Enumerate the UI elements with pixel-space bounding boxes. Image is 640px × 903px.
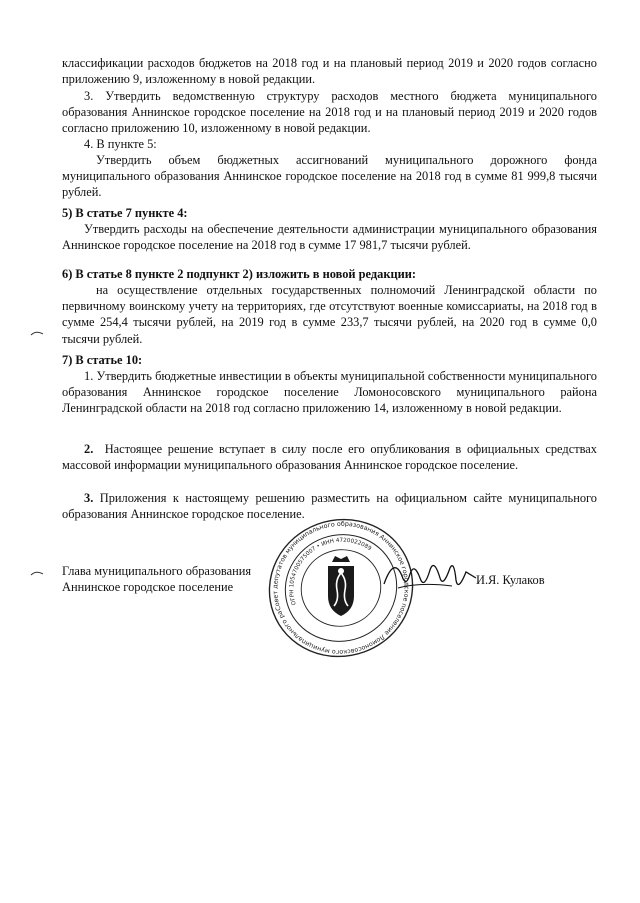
paragraph-military-registration: на осуществление отдельных государственных полномочий Ленинградской области по первичному воинскому учету на территориях, где отсутствуют военные комиссариаты, на 2018 год в сумме 254,4 тысячи рублей, на 2019 год в сумме 233,7 тысячи рублей, на 2020 год в сумме 0,0 тысячи рублей. — [62, 283, 597, 346]
coat-of-arms-icon — [328, 556, 354, 616]
handwritten-signature-icon — [380, 548, 480, 598]
paragraph-road-fund: Утвердить объем бюджетных ассигнований муниципального дорожного фонда муниципального образования Аннинское городское поселение на 2018 год в сумме 81 999,8 тысячи рублей. — [62, 153, 597, 200]
seal-inner-text: ОГРН 1054700575007 • ИНН 4720022089 — [289, 537, 373, 606]
item-text: Приложения к настоящему решению разместить на официальном сайте муниципального образования Аннинское городское поселение. — [62, 491, 597, 522]
signatory-name: И.Я. Кулаков — [476, 573, 545, 587]
position-line: Аннинское городское поселение — [62, 580, 234, 594]
scan-mark — [30, 570, 44, 576]
heading-article-7: 5) В статье 7 пункте 4: — [62, 206, 188, 220]
paragraph-administration-expenses: Утвердить расходы на обеспечение деятельности администрации муниципального образования Аннинское городское поселение на 2018 год в сумме 17 981,7 тысячи рублей. — [62, 222, 597, 253]
paragraph-item-4: 4. В пункте 5: — [84, 137, 157, 151]
paragraph-item-3: 3. Утвердить ведомственную структуру расходов местного бюджета муниципального образования Аннинское городское поселение на 2018 год и на плановый период 2019 и 2020 годов согласно приложению 10, изложенному в новой редакции. — [62, 89, 597, 136]
scan-mark — [30, 330, 44, 336]
item-text: Настоящее решение вступает в силу после его опубликования в официальных средствах массовой информации муниципального образования Аннинское городское поселение. — [62, 442, 597, 473]
position-line: Глава муниципального образования — [62, 564, 252, 578]
item-number: 2. — [84, 442, 94, 456]
paragraph-entry-into-force — [62, 441, 597, 473]
paragraph-investments: 1. Утвердить бюджетные инвестиции в объекты муниципальной собственности муниципального образования Аннинское городское поселение Ломоносовского муниципального района Ленинградской области на 2018 год согласно приложению 14, изложенному в новой редакции. — [62, 369, 597, 416]
seal-outer-text: Совет депутатов муниципального образования Аннинское городское поселение Ломоносовского муниципального района — [272, 520, 410, 656]
item-number: 3. — [84, 491, 94, 505]
heading-article-8: 6) В статье 8 пункте 2 подпункт 2) изложить в новой редакции: — [62, 267, 417, 281]
signatory-position — [62, 563, 251, 595]
paragraph-continuation: классификации расходов бюджетов на 2018 год и на плановый период 2019 и 2020 годов согласно приложению 9, изложенному в новой редакции. — [62, 56, 597, 87]
heading-article-10: 7) В статье 10: — [62, 353, 143, 367]
